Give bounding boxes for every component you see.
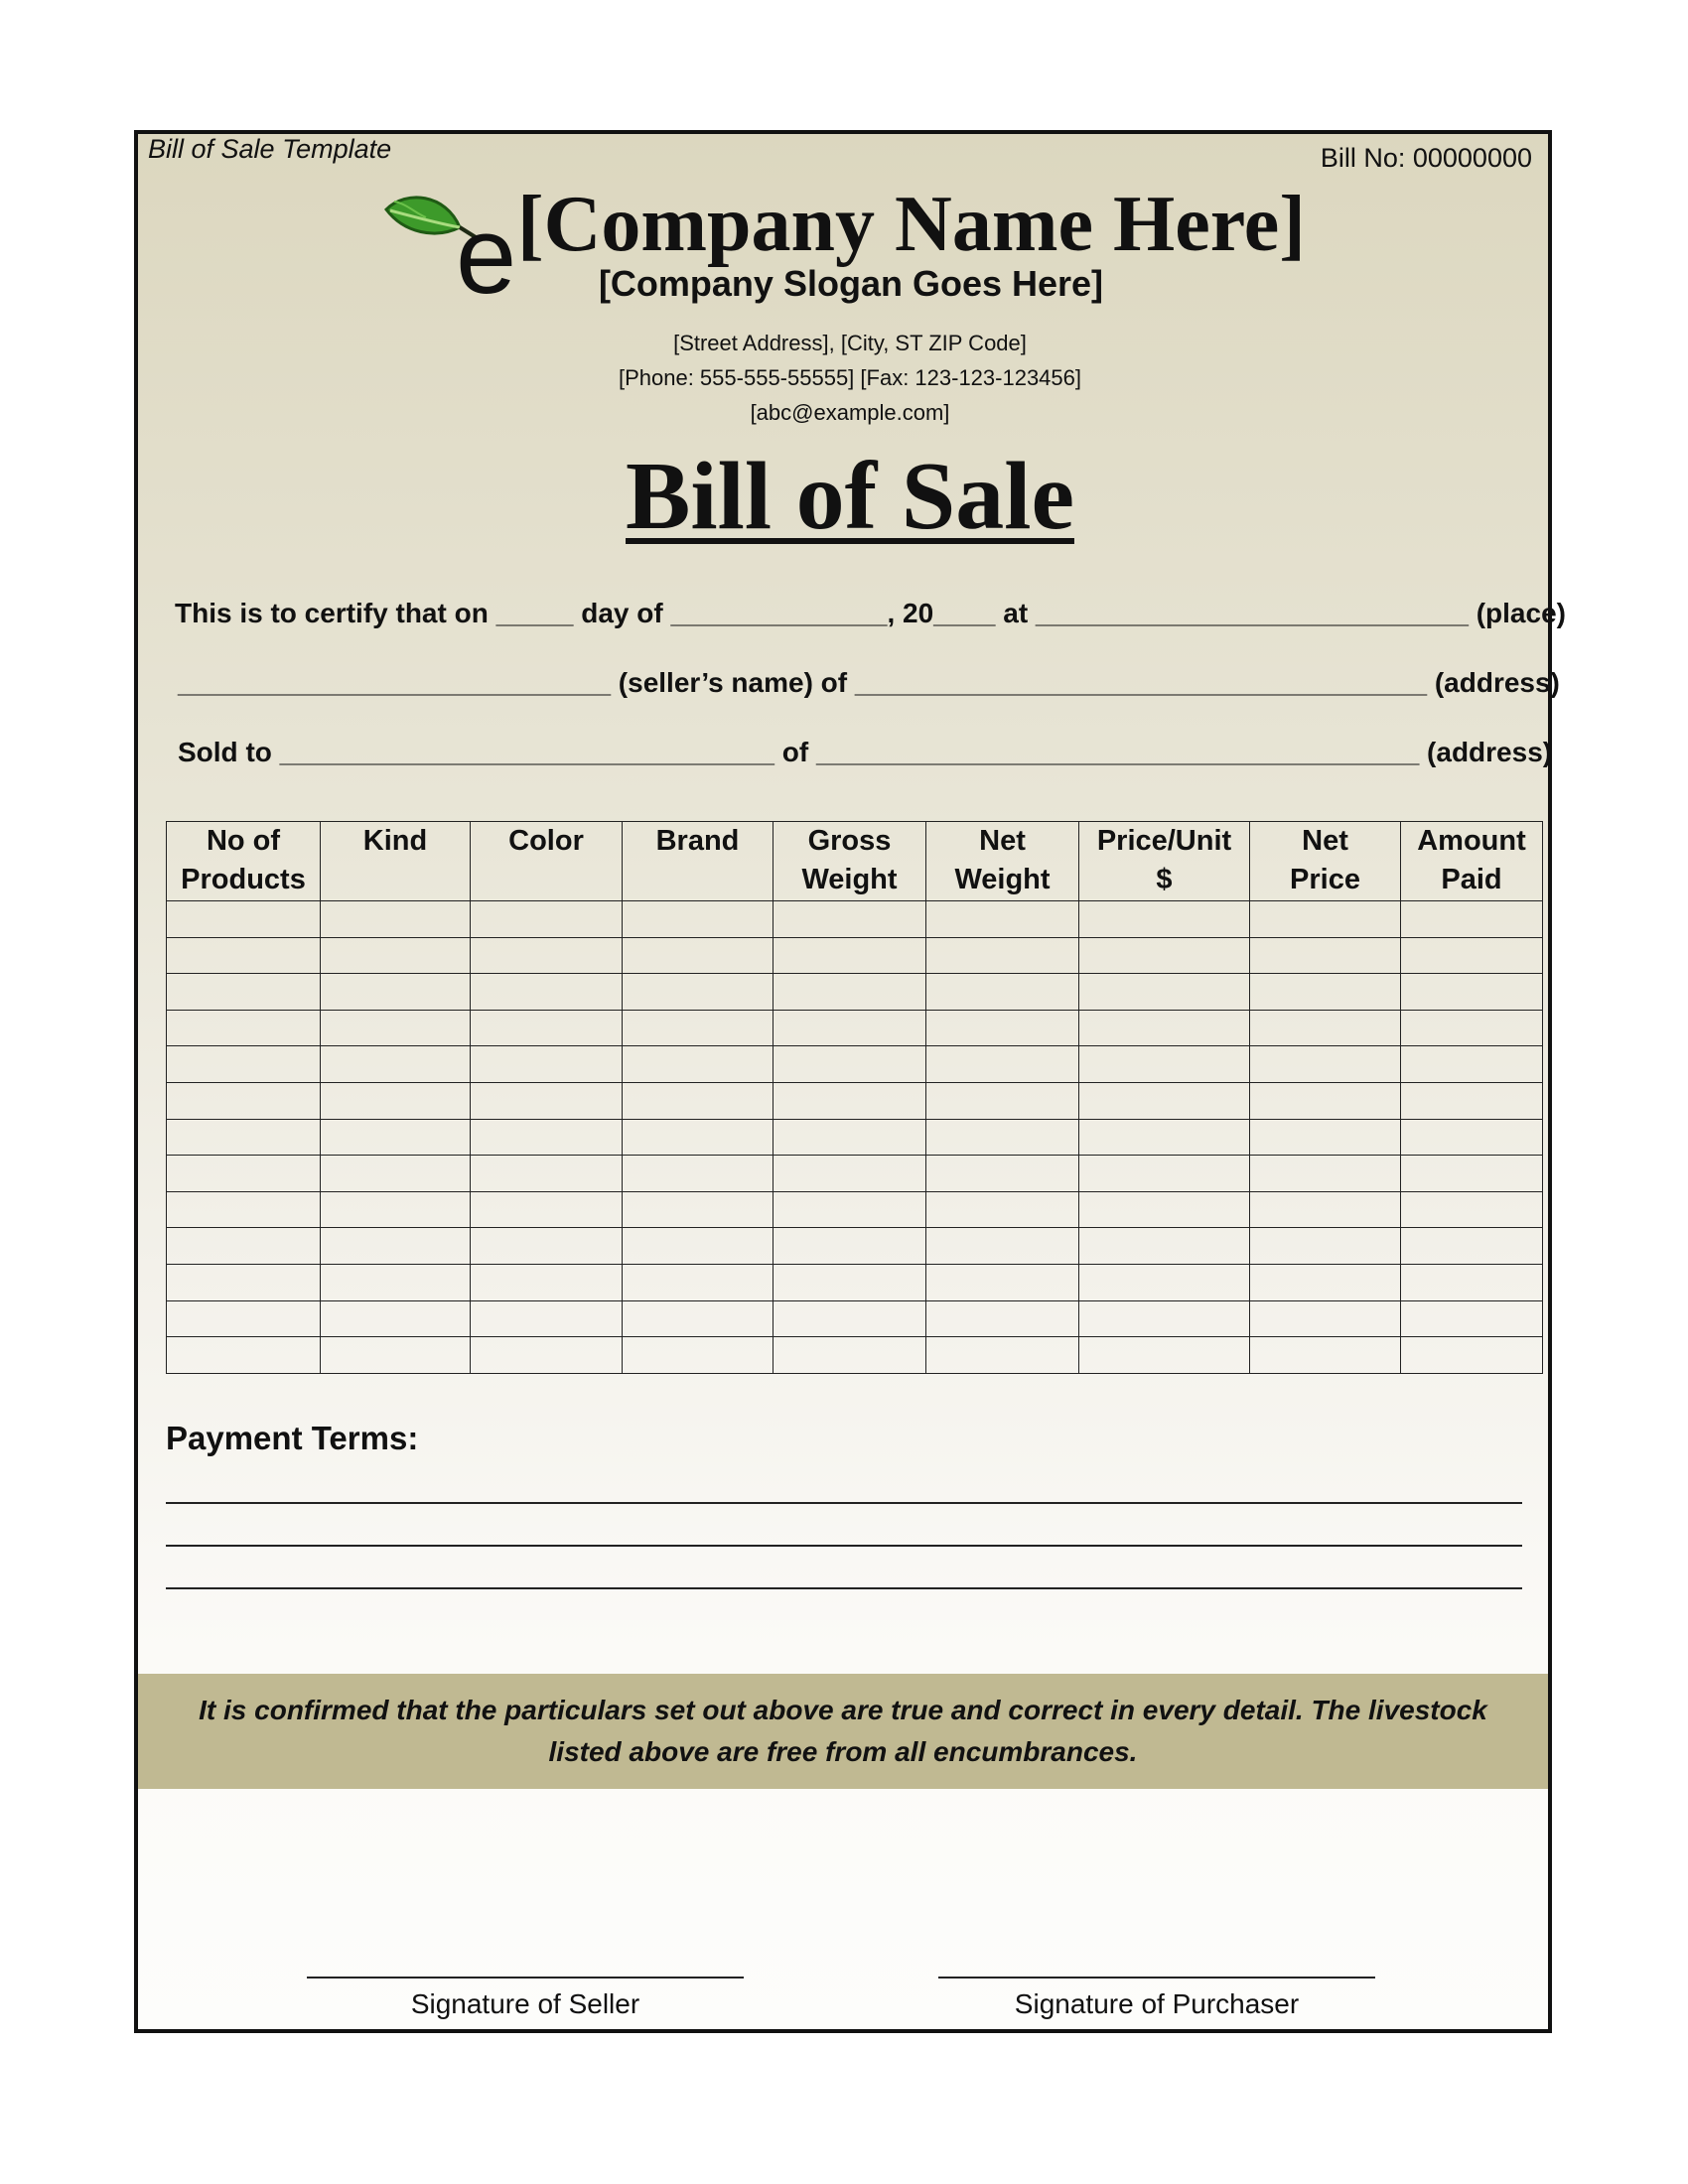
table-cell[interactable] <box>623 974 774 1011</box>
table-cell[interactable] <box>1079 1337 1250 1374</box>
table-cell[interactable] <box>1250 1156 1401 1192</box>
table-cell[interactable] <box>167 901 321 938</box>
logo-letter: e <box>456 195 517 303</box>
column-header <box>471 822 623 901</box>
table-cell[interactable] <box>1401 1191 1543 1228</box>
table-cell[interactable] <box>623 1046 774 1083</box>
table-cell[interactable] <box>623 1156 774 1192</box>
table-cell[interactable] <box>167 1228 321 1265</box>
table-cell[interactable] <box>774 1082 926 1119</box>
table-cell[interactable] <box>774 937 926 974</box>
table-row <box>167 974 1543 1011</box>
table-cell[interactable] <box>623 1300 774 1337</box>
table-row <box>167 1046 1543 1083</box>
column-header <box>926 822 1079 901</box>
table-cell[interactable] <box>321 1046 471 1083</box>
column-header-line: Price/Unit <box>1096 825 1232 857</box>
table-cell[interactable] <box>167 1156 321 1192</box>
bill-number: Bill No: 00000000 <box>1320 143 1532 173</box>
table-cell[interactable] <box>471 901 623 938</box>
table-cell[interactable] <box>167 1337 321 1374</box>
column-header-line: Price <box>1290 864 1360 895</box>
column-header <box>774 822 926 901</box>
purchaser-signature-label: Signature of Purchaser <box>1014 1988 1300 2019</box>
certify-line-seller: ____________________________ (seller’s name) of _____________________________________ (address) <box>178 667 1560 698</box>
table-cell[interactable] <box>926 1300 1079 1337</box>
table-cell[interactable] <box>926 1082 1079 1119</box>
table-cell[interactable] <box>926 1046 1079 1083</box>
table-cell[interactable] <box>1250 1010 1401 1046</box>
table-cell[interactable] <box>1401 974 1543 1011</box>
table-header-row <box>167 822 1543 901</box>
table-cell[interactable] <box>1079 1191 1250 1228</box>
table-cell[interactable] <box>774 1337 926 1374</box>
table-cell[interactable] <box>321 1010 471 1046</box>
table-cell[interactable] <box>1250 901 1401 938</box>
column-header-line: Kind <box>362 825 428 857</box>
table-cell[interactable] <box>471 937 623 974</box>
table-cell[interactable] <box>167 1119 321 1156</box>
table-cell[interactable] <box>167 1191 321 1228</box>
table-cell[interactable] <box>623 1228 774 1265</box>
seller-signature-label: Signature of Seller <box>410 1988 640 2019</box>
table-cell[interactable] <box>1401 1156 1543 1192</box>
table-cell[interactable] <box>1250 1228 1401 1265</box>
table-cell[interactable] <box>1401 901 1543 938</box>
table-cell[interactable] <box>1250 1191 1401 1228</box>
table-cell[interactable] <box>471 1300 623 1337</box>
table-cell[interactable] <box>167 1010 321 1046</box>
seller-signature-line[interactable] <box>307 1977 744 1979</box>
table-cell[interactable] <box>471 1264 623 1300</box>
table-cell[interactable] <box>926 1337 1079 1374</box>
table-cell[interactable] <box>1401 1119 1543 1156</box>
column-header-line: No of <box>206 825 281 857</box>
table-cell[interactable] <box>926 1228 1079 1265</box>
table-row <box>167 1337 1543 1374</box>
table-cell[interactable] <box>1401 1228 1543 1265</box>
table-row <box>167 1191 1543 1228</box>
table-cell[interactable] <box>1079 1156 1250 1192</box>
column-header-line: Gross <box>807 825 892 857</box>
table-cell[interactable] <box>321 1191 471 1228</box>
table-cell[interactable] <box>1079 937 1250 974</box>
table-cell[interactable] <box>167 937 321 974</box>
table-cell[interactable] <box>774 1046 926 1083</box>
table-cell[interactable] <box>1401 937 1543 974</box>
table-cell[interactable] <box>926 937 1079 974</box>
table-cell[interactable] <box>774 1156 926 1192</box>
purchaser-signature-line[interactable] <box>938 1977 1375 1979</box>
table-cell[interactable] <box>774 1119 926 1156</box>
table-row <box>167 937 1543 974</box>
table-cell[interactable] <box>926 974 1079 1011</box>
table-cell[interactable] <box>1401 1082 1543 1119</box>
bill-of-sale-form <box>134 130 1566 2033</box>
table-cell[interactable] <box>321 1264 471 1300</box>
company-name: [Company Name Here] <box>517 181 1306 268</box>
table-cell[interactable] <box>471 1119 623 1156</box>
column-header-line: Products <box>181 864 306 895</box>
table-cell[interactable] <box>1401 1046 1543 1083</box>
table-cell[interactable] <box>623 901 774 938</box>
company-phone-fax: [Phone: 555-555-55555] [Fax: 123-123-123456] <box>618 365 1082 390</box>
table-cell[interactable] <box>1250 974 1401 1011</box>
table-cell[interactable] <box>774 1264 926 1300</box>
table-cell[interactable] <box>774 1010 926 1046</box>
table-row <box>167 1264 1543 1300</box>
table-cell[interactable] <box>167 1300 321 1337</box>
table-cell[interactable] <box>1401 1264 1543 1300</box>
table-cell[interactable] <box>167 1046 321 1083</box>
table-cell[interactable] <box>471 1191 623 1228</box>
column-header-line: Net <box>979 825 1026 857</box>
table-cell[interactable] <box>1079 1300 1250 1337</box>
table-cell[interactable] <box>1401 1337 1543 1374</box>
column-header-line: Color <box>508 825 584 857</box>
table-cell[interactable] <box>1250 1119 1401 1156</box>
table-cell[interactable] <box>774 974 926 1011</box>
column-header <box>1250 822 1401 901</box>
table-cell[interactable] <box>774 1228 926 1265</box>
confirmation-text: It is confirmed that the particulars set out above are true and correct in every detail. The livestock listed above are free from all encumbrances. <box>199 1695 1487 1767</box>
column-header-line: Weight <box>954 864 1051 895</box>
table-cell[interactable] <box>1250 1264 1401 1300</box>
table-cell[interactable] <box>1079 1264 1250 1300</box>
table-body <box>167 901 1543 1374</box>
company-slogan: [Company Slogan Goes Here] <box>598 263 1104 304</box>
table-row <box>167 1156 1543 1192</box>
confirmation-band <box>138 1674 1548 1789</box>
table-cell[interactable] <box>471 1156 623 1192</box>
table-cell[interactable] <box>926 1119 1079 1156</box>
table-cell[interactable] <box>774 1300 926 1337</box>
table-cell[interactable] <box>926 901 1079 938</box>
table-cell[interactable] <box>623 1337 774 1374</box>
table-cell[interactable] <box>623 1264 774 1300</box>
table-cell[interactable] <box>321 1228 471 1265</box>
table-cell[interactable] <box>1250 1337 1401 1374</box>
table-cell[interactable] <box>1079 1228 1250 1265</box>
column-header <box>623 822 774 901</box>
table-cell[interactable] <box>321 974 471 1011</box>
table-row <box>167 1228 1543 1265</box>
table-cell[interactable] <box>471 974 623 1011</box>
column-header-line: Brand <box>655 825 740 857</box>
table-cell[interactable] <box>1079 974 1250 1011</box>
column-header <box>1401 822 1543 901</box>
document-title: Bill of Sale <box>626 443 1074 550</box>
table-cell[interactable] <box>471 1010 623 1046</box>
template-label: Bill of Sale Template <box>148 134 392 164</box>
table-cell[interactable] <box>321 901 471 938</box>
table-cell[interactable] <box>471 1228 623 1265</box>
table-cell[interactable] <box>1401 1010 1543 1046</box>
company-email: [abc@example.com] <box>750 400 950 425</box>
company-address: [Street Address], [City, ST ZIP Code] <box>673 331 1027 355</box>
column-header-line: Paid <box>1441 864 1502 895</box>
table-row <box>167 1082 1543 1119</box>
certify-line-buyer: Sold to ________________________________ of _______________________________________ (address) <box>178 737 1553 767</box>
items-table <box>166 821 1543 1374</box>
table-cell[interactable] <box>1079 1046 1250 1083</box>
table-cell[interactable] <box>1079 901 1250 938</box>
column-header-line: Net <box>1302 825 1348 857</box>
column-header <box>167 822 321 901</box>
table-cell[interactable] <box>1250 1300 1401 1337</box>
table-cell[interactable] <box>623 1119 774 1156</box>
table-cell[interactable] <box>321 937 471 974</box>
table-cell[interactable] <box>926 1191 1079 1228</box>
table-row <box>167 1010 1543 1046</box>
table-cell[interactable] <box>471 1337 623 1374</box>
table-cell[interactable] <box>1079 1082 1250 1119</box>
table-cell[interactable] <box>774 901 926 938</box>
table-cell[interactable] <box>623 1082 774 1119</box>
column-header-line: Amount <box>1417 825 1526 857</box>
table-cell[interactable] <box>1079 1010 1250 1046</box>
payment-terms-line[interactable] <box>166 1545 1522 1547</box>
table-cell[interactable] <box>1250 1046 1401 1083</box>
column-header <box>1079 822 1250 901</box>
table-cell[interactable] <box>321 1156 471 1192</box>
certify-line-date-place: This is to certify that on _____ day of ______________, 20____ at ____________________________ (place) <box>175 598 1566 628</box>
column-header-line: Weight <box>801 864 898 895</box>
column-header <box>321 822 471 901</box>
table-row <box>167 1119 1543 1156</box>
table-cell[interactable] <box>471 1046 623 1083</box>
payment-terms-label: Payment Terms: <box>166 1420 419 1456</box>
table-cell[interactable] <box>926 1264 1079 1300</box>
table-cell[interactable] <box>774 1191 926 1228</box>
table-cell[interactable] <box>1250 1082 1401 1119</box>
table-cell[interactable] <box>623 937 774 974</box>
table-cell[interactable] <box>167 1264 321 1300</box>
table-cell[interactable] <box>1401 1300 1543 1337</box>
table-cell[interactable] <box>1250 937 1401 974</box>
payment-terms-line[interactable] <box>166 1587 1522 1589</box>
payment-terms-line[interactable] <box>166 1502 1522 1504</box>
table-cell[interactable] <box>926 1156 1079 1192</box>
table-row <box>167 1300 1543 1337</box>
column-header-line: $ <box>1156 864 1173 895</box>
table-row <box>167 901 1543 938</box>
table-cell[interactable] <box>321 1337 471 1374</box>
table-cell[interactable] <box>321 1082 471 1119</box>
table-cell[interactable] <box>167 1082 321 1119</box>
table-cell[interactable] <box>471 1082 623 1119</box>
table-cell[interactable] <box>623 1191 774 1228</box>
table-cell[interactable] <box>321 1119 471 1156</box>
table-cell[interactable] <box>321 1300 471 1337</box>
table-cell[interactable] <box>1079 1119 1250 1156</box>
table-cell[interactable] <box>167 974 321 1011</box>
table-cell[interactable] <box>623 1010 774 1046</box>
table-cell[interactable] <box>926 1010 1079 1046</box>
